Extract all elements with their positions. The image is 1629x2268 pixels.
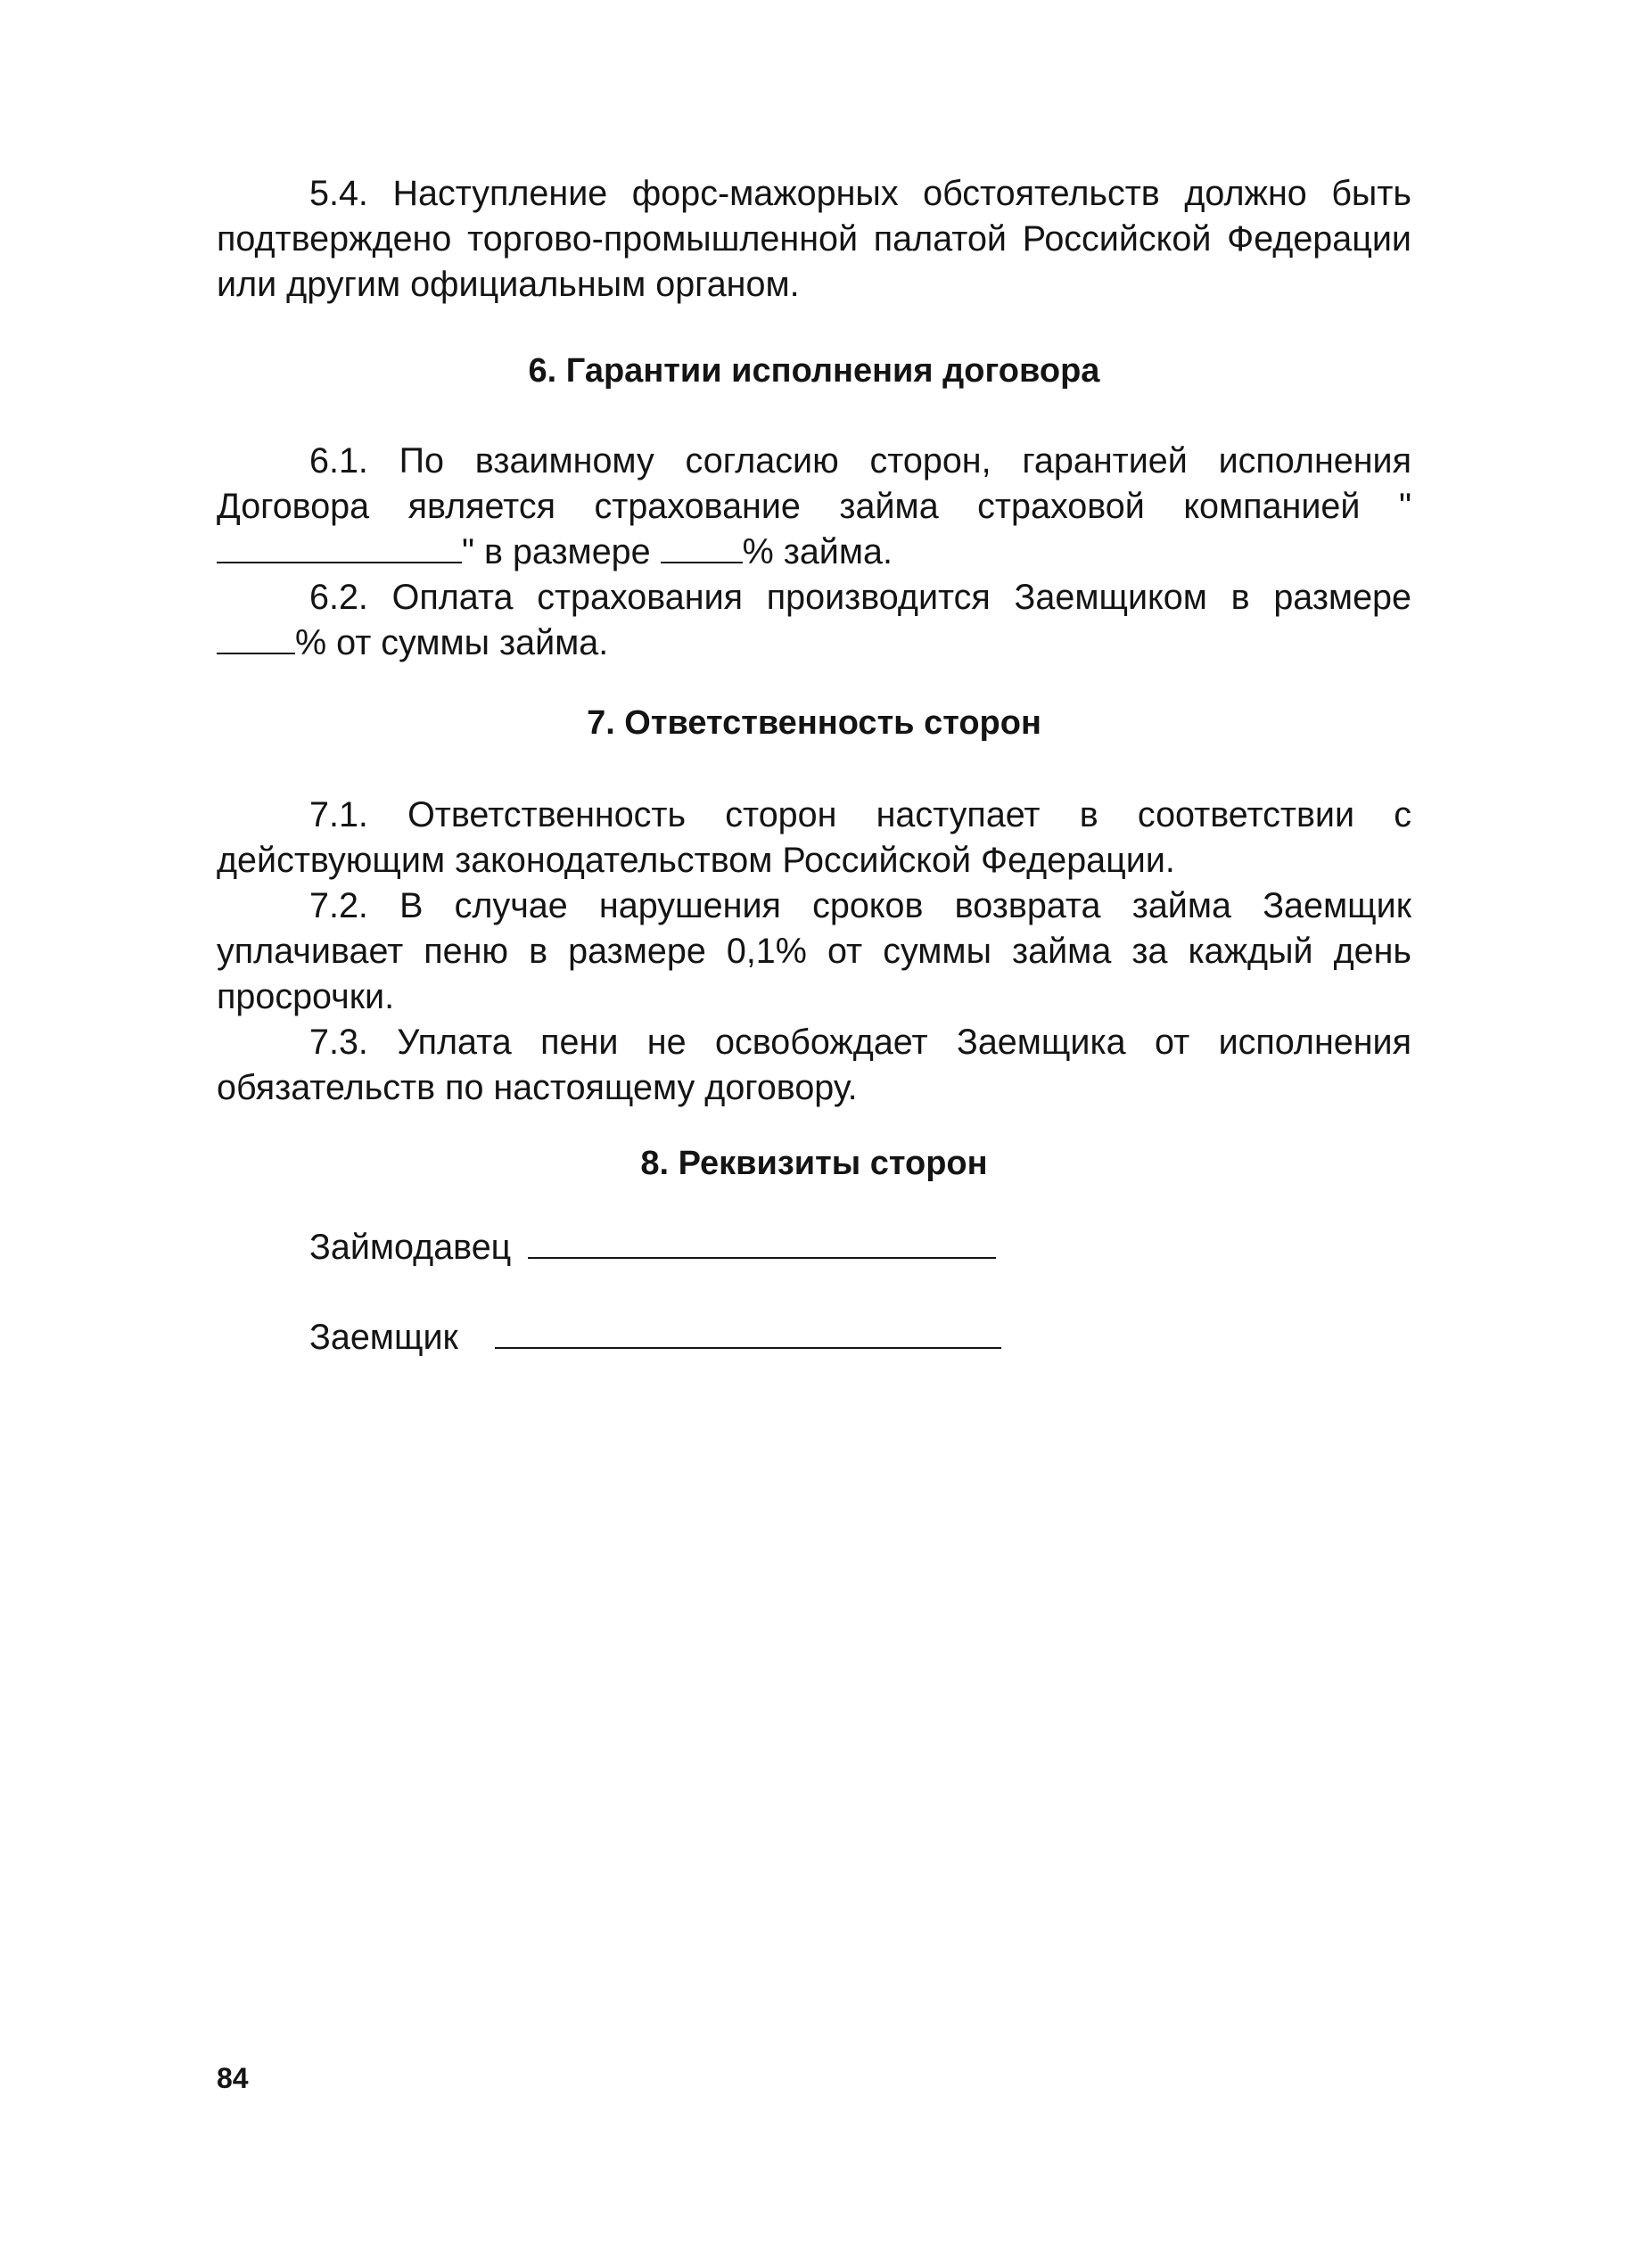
- section-6-text: [217, 439, 1411, 666]
- lender-signature-line: [528, 1225, 996, 1259]
- page-number: 84: [217, 2062, 249, 2094]
- lender-label: Займодавец: [309, 1228, 512, 1267]
- paragraph-6-2: [217, 575, 1411, 666]
- insurance-company-blank: [217, 531, 462, 563]
- paragraph-7-1: 7.1. Ответственность сторон наступает в соответствии с действующим законодательством Российской Федерации.: [217, 795, 1411, 880]
- paragraph-7-3: 7.3. Уплата пени не освобождает Заемщика от исполнения обязательств по настоящему договору.: [217, 1023, 1411, 1107]
- paragraph-6-2-text: 6.2. Оплата страхования производится Заемщиком в размере: [309, 578, 1411, 617]
- paragraph-5-4: 5.4. Наступление форс-мажорных обстоятельств должно быть подтверждено торгово-промышленной палатой Российской Федерации или другим официальным органом.: [217, 174, 1411, 304]
- section-8-heading: 8. Реквизиты сторон: [640, 1145, 988, 1182]
- quote-open: ": [1398, 487, 1411, 526]
- paragraph-6-2-tail: % от суммы займа.: [295, 623, 609, 662]
- quote-close: " в размере: [462, 532, 651, 571]
- section-7-heading: 7. Ответственность сторон: [587, 704, 1041, 742]
- paragraph-6-1: [217, 439, 1411, 575]
- paragraph-7-2: 7.2. В случае нарушения сроков возврата займа Заемщик уплачивает пеню в размере 0,1% от суммы займа за каждый день просрочки.: [217, 886, 1411, 1016]
- section-7-text: [217, 793, 1411, 1111]
- lender-signature-row: [309, 1225, 996, 1269]
- section-6-heading: 6. Гарантии исполнения договора: [528, 352, 1100, 390]
- borrower-signature-row: [309, 1315, 1001, 1359]
- paragraph-6-1-tail: % займа.: [742, 532, 893, 571]
- insurance-percent-blank: [661, 531, 743, 563]
- payment-percent-blank: [217, 622, 295, 654]
- section-5-text: [217, 171, 1411, 308]
- borrower-signature-line: [495, 1315, 1001, 1349]
- paragraph-6-1-text: 6.1. По взаимному согласию сторон, гарантией исполнения Договора является страхование займа страховой компанией: [217, 441, 1411, 526]
- borrower-label: Заемщик: [309, 1318, 458, 1357]
